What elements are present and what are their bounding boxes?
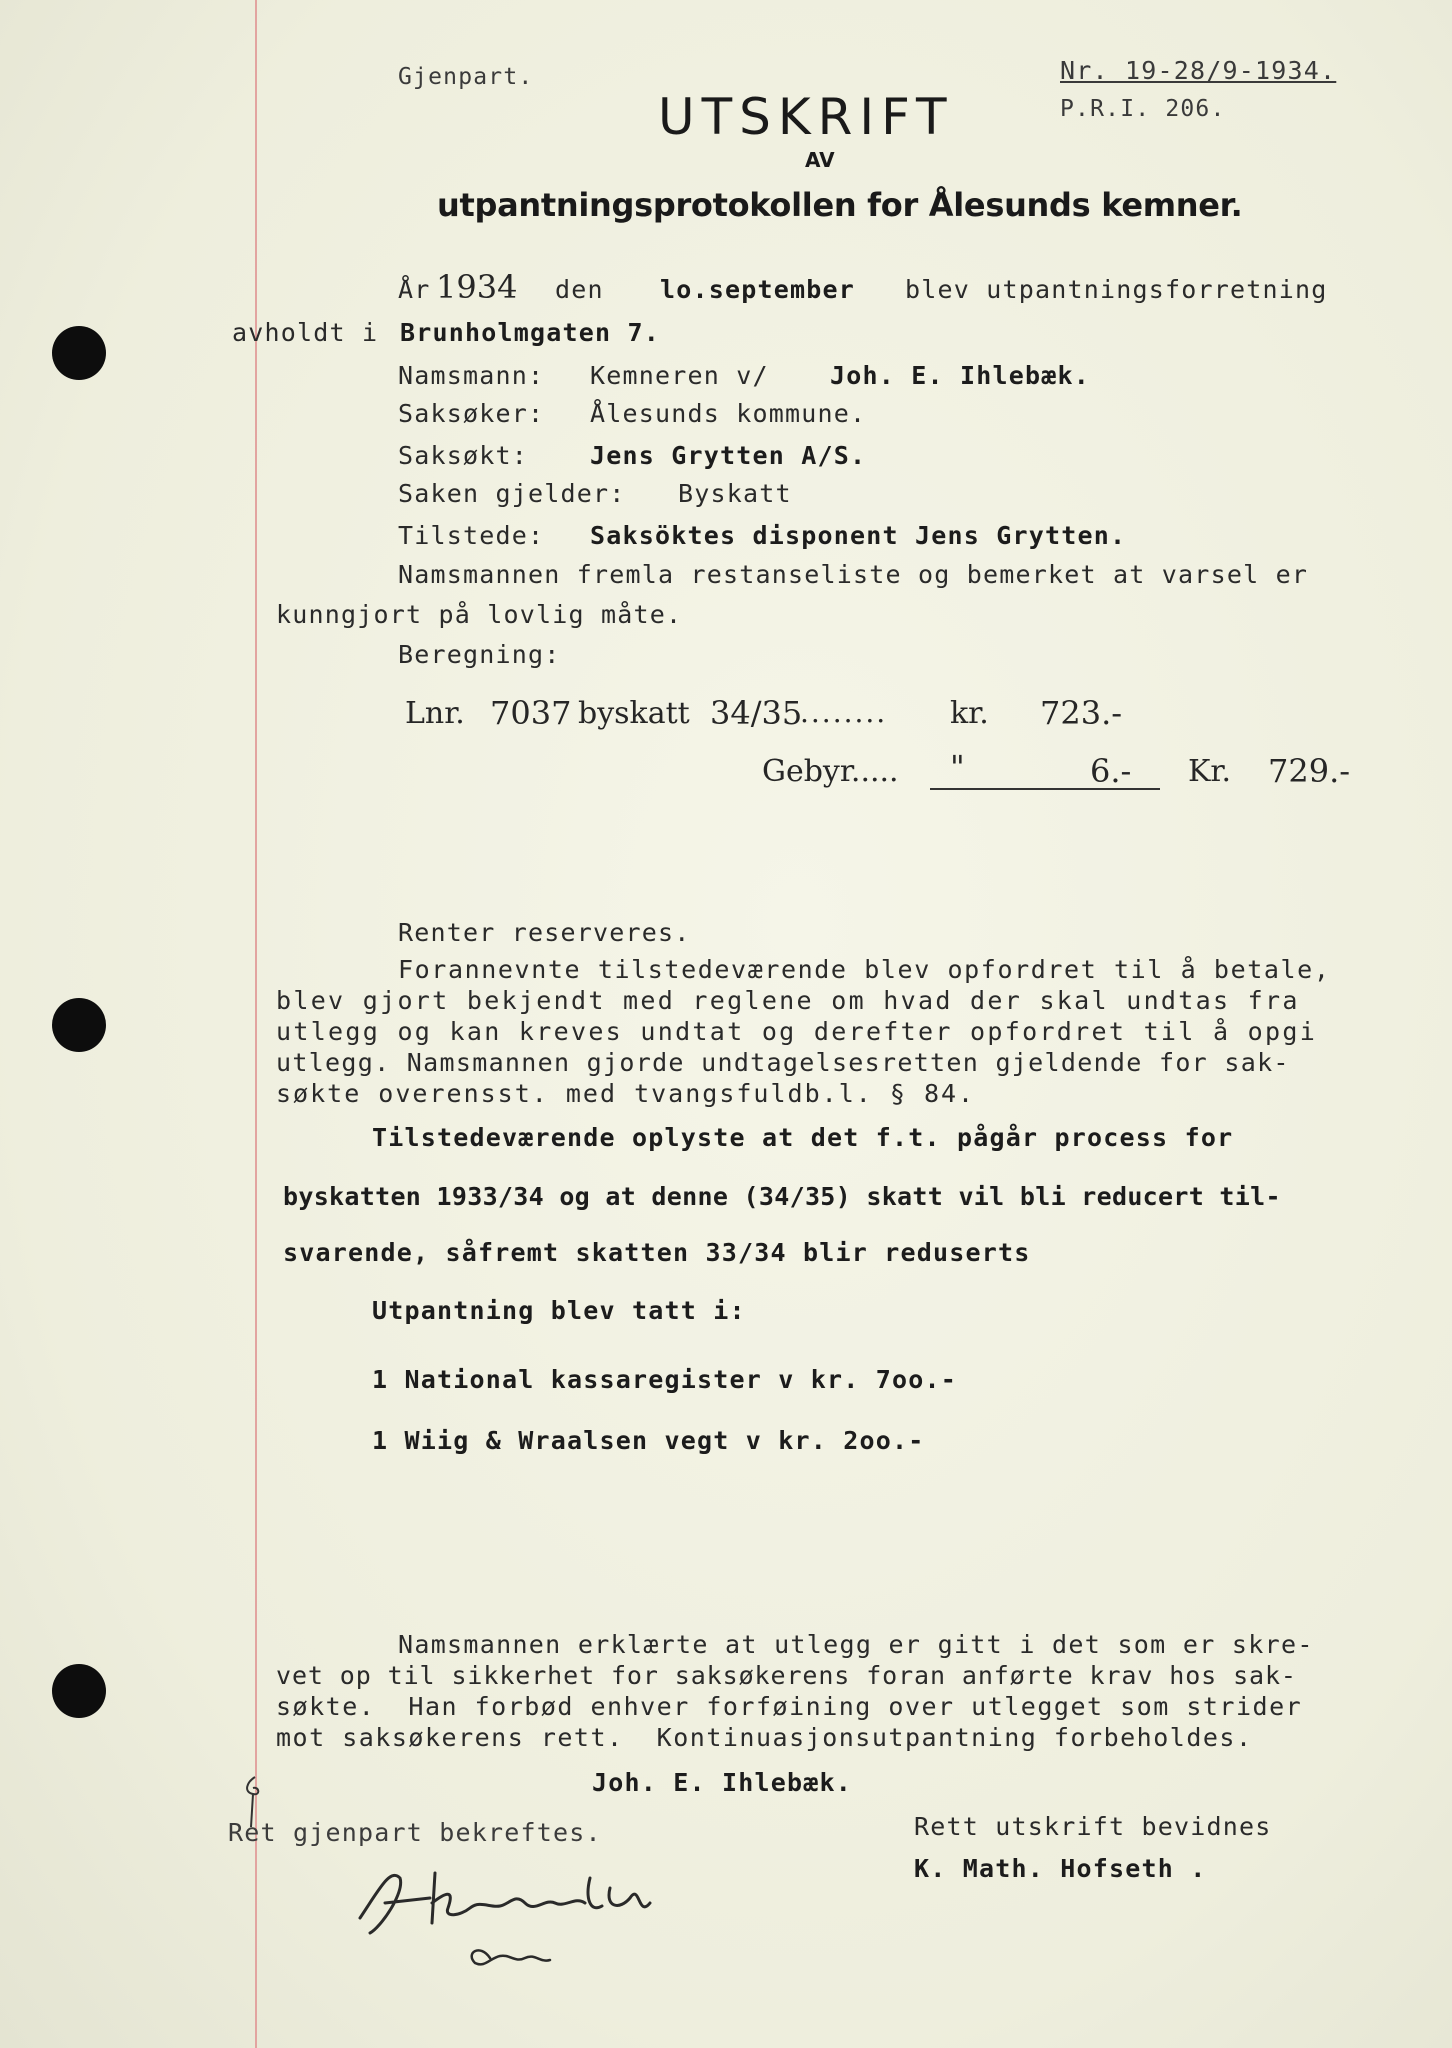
p1-line-3: utlegg og kan kreves undtat og derefter opfordret til å opgi bbox=[276, 1017, 1318, 1046]
punch-hole bbox=[52, 1664, 106, 1718]
seized-item-2: 1 Wiig & Wraalsen vegt v kr. 2oo.- bbox=[372, 1426, 925, 1455]
kr-total-label: Kr. bbox=[1188, 754, 1231, 789]
p1-line-4: utlegg. Namsmannen gjorde undtagelsesretten gjeldende for sak- bbox=[276, 1048, 1290, 1077]
hofseth-name: K. Math. Hofseth . bbox=[914, 1854, 1207, 1883]
punch-hole bbox=[52, 998, 106, 1052]
signature-drawing bbox=[340, 1848, 720, 1978]
saksoker-label: Saksøker: bbox=[398, 399, 545, 428]
gebyr-label: Gebyr..... bbox=[762, 754, 899, 789]
p1-line-2: blev gjort bekjendt med reglene om hvad der skal undtas fra bbox=[276, 986, 1300, 1015]
saken-label: Saken gjelder: bbox=[398, 479, 626, 508]
held-label: avholdt i bbox=[232, 318, 379, 347]
rett-utskrift-text: Rett utskrift bevidnes bbox=[914, 1812, 1272, 1841]
namsmann-prefix: Kemneren v/ bbox=[590, 361, 769, 390]
document-title: UTSKRIFT bbox=[658, 88, 954, 146]
utpantning-label: Utpantning blev tatt i: bbox=[372, 1296, 746, 1325]
ref-number: Nr. 19-28/9-1934. bbox=[1060, 56, 1337, 85]
ditto-mark: " bbox=[950, 748, 965, 786]
seized-item-1: 1 National kassaregister v kr. 7oo.- bbox=[372, 1365, 958, 1394]
p1-line-5: søkte overensst. med tvangsfuldb.l. § 84. bbox=[276, 1079, 976, 1108]
p2-line-3: svarende, såfremt skatten 33/34 blir reduserts bbox=[283, 1238, 1031, 1267]
document-subtitle: utpantningsprotokollen for Ålesunds kemner. bbox=[437, 186, 1243, 224]
restanse-line-1: Namsmannen fremla restanseliste og bemerket at varsel er bbox=[398, 560, 1309, 589]
year-value: 1934 bbox=[436, 268, 518, 306]
dots-1: ........ bbox=[800, 696, 888, 729]
saksoker-value: Ålesunds kommune. bbox=[590, 399, 867, 428]
p2-line-1: Tilstedeværende oplyste at det f.t. pågår process for bbox=[372, 1123, 1234, 1152]
beregning-label: Beregning: bbox=[398, 640, 561, 669]
p3-line-4: mot saksøkerens rett. Kontinuasjonsutpantning forbeholdes. bbox=[276, 1723, 1253, 1752]
p1-line-1: Forannevnte tilstedeværende blev opfordret til å betale, bbox=[398, 955, 1331, 984]
signer-name: Joh. E. Ihlebæk. bbox=[592, 1768, 853, 1797]
renter-text: Renter reserveres. bbox=[398, 918, 691, 947]
year-label: År bbox=[398, 275, 431, 304]
namsmann-label: Namsmann: bbox=[398, 361, 545, 390]
den-label: den bbox=[555, 275, 604, 304]
p3-line-2: vet op til sikkerhet for saksøkerens foran anførte krav hos sak- bbox=[276, 1661, 1297, 1690]
p3-line-1: Namsmannen erklærte at utlegg er gitt i det som er skre- bbox=[398, 1630, 1314, 1659]
location-value: Brunholmgaten 7. bbox=[400, 318, 661, 347]
blev-text: blev utpantningsforretning bbox=[905, 275, 1328, 304]
pri-number: P.R.I. 206. bbox=[1060, 96, 1226, 122]
date-value: lo.september bbox=[660, 275, 856, 304]
saksokt-label: Saksøkt: bbox=[398, 441, 529, 470]
tilstede-value: Saksöktes disponent Jens Grytten. bbox=[590, 521, 1127, 550]
gjenpart-confirm: Ret gjenpart bekreftes. bbox=[228, 1818, 602, 1847]
total-amount: 729.- bbox=[1268, 752, 1351, 790]
saksokt-value: Jens Grytten A/S. bbox=[590, 441, 867, 470]
lnr-value: 7037 bbox=[490, 694, 572, 732]
title-av: AV bbox=[805, 148, 835, 172]
tilstede-label: Tilstede: bbox=[398, 521, 545, 550]
byskatt-period: 34/35 bbox=[710, 694, 803, 732]
amount-723: 723.- bbox=[1040, 694, 1123, 732]
handwritten-mark bbox=[225, 1772, 285, 1832]
namsmann-value: Joh. E. Ihlebæk. bbox=[830, 361, 1091, 390]
punch-hole bbox=[52, 326, 106, 380]
amount-6: 6.- bbox=[1090, 752, 1132, 790]
margin-line bbox=[255, 0, 257, 2048]
restanse-line-2: kunngjort på lovlig måte. bbox=[276, 600, 683, 629]
p2-line-2: byskatten 1933/34 og at denne (34/35) skatt vil bli reducert til- bbox=[283, 1182, 1281, 1211]
lnr-label: Lnr. bbox=[405, 696, 465, 731]
byskatt-label: byskatt bbox=[578, 696, 690, 731]
saken-value: Byskatt bbox=[678, 479, 792, 508]
copy-label: Gjenpart. bbox=[398, 64, 534, 90]
kr-label-1: kr. bbox=[950, 696, 989, 731]
p3-line-3: søkte. Han forbød enhver forføining over utlegget som strider bbox=[276, 1692, 1303, 1721]
